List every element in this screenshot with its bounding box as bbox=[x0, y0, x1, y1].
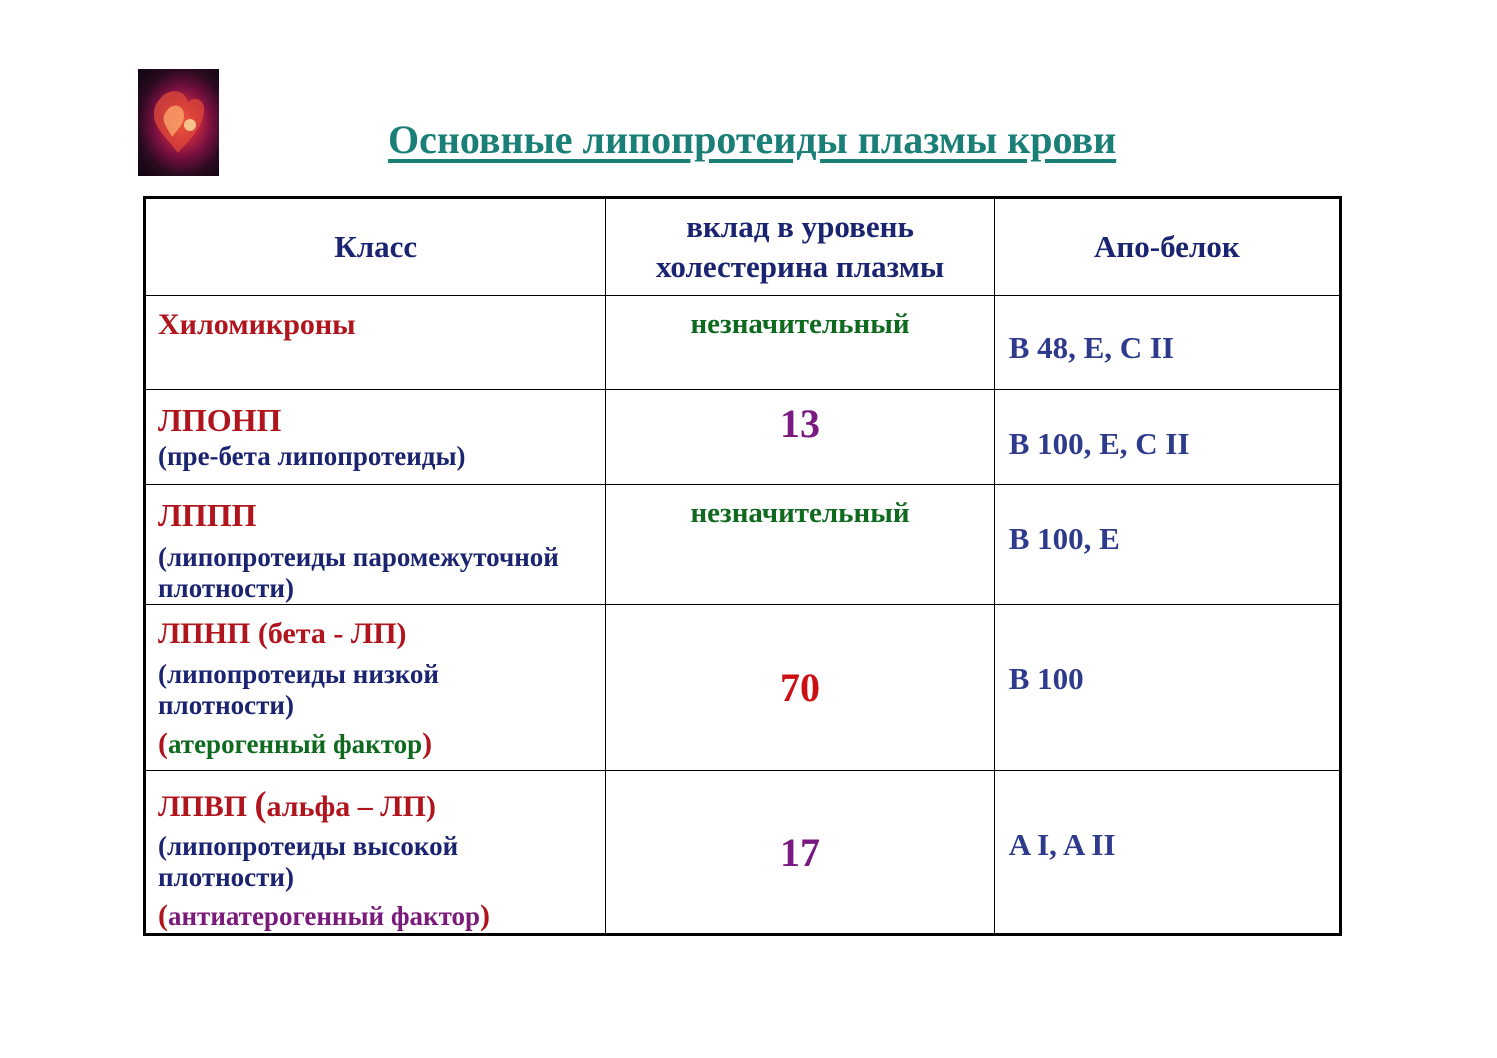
table-header-row bbox=[145, 198, 1341, 296]
contribution-value: 17 bbox=[780, 829, 821, 875]
apo-cell: B 48, E, C II bbox=[994, 296, 1340, 390]
apo-cell: B 100, E bbox=[994, 485, 1340, 605]
class-cell bbox=[145, 605, 606, 771]
table-row bbox=[145, 771, 1341, 935]
class-name-abbr: ЛПВП bbox=[158, 790, 248, 823]
factor-text: антиатерогенный фактор bbox=[168, 901, 480, 931]
class-cell bbox=[145, 390, 606, 485]
apo-cell: B 100, E, C II bbox=[994, 390, 1340, 485]
table-row bbox=[145, 605, 1341, 771]
contribution-value: 13 bbox=[780, 401, 821, 446]
contribution-cell bbox=[606, 296, 994, 390]
header-contribution-text: вклад в уровень холестерина плазмы bbox=[656, 209, 945, 284]
class-name: Хиломикроны bbox=[158, 308, 356, 341]
contribution-cell bbox=[606, 390, 994, 485]
page-title: Основные липопротеиды плазмы крови bbox=[388, 117, 1117, 162]
class-factor: (атерогенный фактор) bbox=[158, 727, 433, 760]
factor-text: атерогенный фактор bbox=[168, 729, 423, 759]
class-cell bbox=[145, 296, 606, 390]
class-description: (липопротеиды низкой плотности) bbox=[158, 659, 439, 720]
class-cell bbox=[145, 771, 606, 935]
table-row bbox=[145, 485, 1341, 605]
lipoprotein-table bbox=[143, 196, 1342, 936]
class-name: ЛППП bbox=[158, 497, 257, 533]
class-factor: (антиатерогенный фактор) bbox=[158, 899, 490, 932]
contribution-value: незначительный bbox=[690, 308, 910, 340]
heart-illustration-icon bbox=[138, 69, 219, 176]
apo-cell: B 100 bbox=[994, 605, 1340, 771]
heart-illustration-graphic bbox=[138, 69, 219, 176]
class-name: ЛПНП (бета - ЛП) bbox=[158, 617, 407, 650]
class-cell bbox=[145, 485, 606, 605]
contribution-cell bbox=[606, 485, 994, 605]
contribution-cell bbox=[606, 605, 994, 771]
contribution-cell bbox=[606, 771, 994, 935]
contribution-value: 70 bbox=[780, 665, 821, 710]
table-row bbox=[145, 296, 1341, 390]
header-class: Класс bbox=[145, 198, 606, 296]
class-description: (липопротеиды высокой плотности) bbox=[158, 831, 459, 892]
class-description: (липопротеиды паромежуточной плотности) bbox=[158, 542, 559, 603]
class-description: (пре-бета липопротеиды) bbox=[158, 441, 466, 471]
contribution-value: незначительный bbox=[690, 497, 910, 529]
class-name: ЛПВП (альфа – ЛП) bbox=[158, 784, 436, 824]
header-apo: Апо-белок bbox=[994, 198, 1340, 296]
class-name-rest: альфа – ЛП) bbox=[266, 790, 436, 823]
apo-cell: A I, A II bbox=[994, 771, 1340, 935]
header-contribution bbox=[606, 198, 994, 296]
table-row bbox=[145, 390, 1341, 485]
class-name: ЛПОНП bbox=[158, 402, 282, 438]
